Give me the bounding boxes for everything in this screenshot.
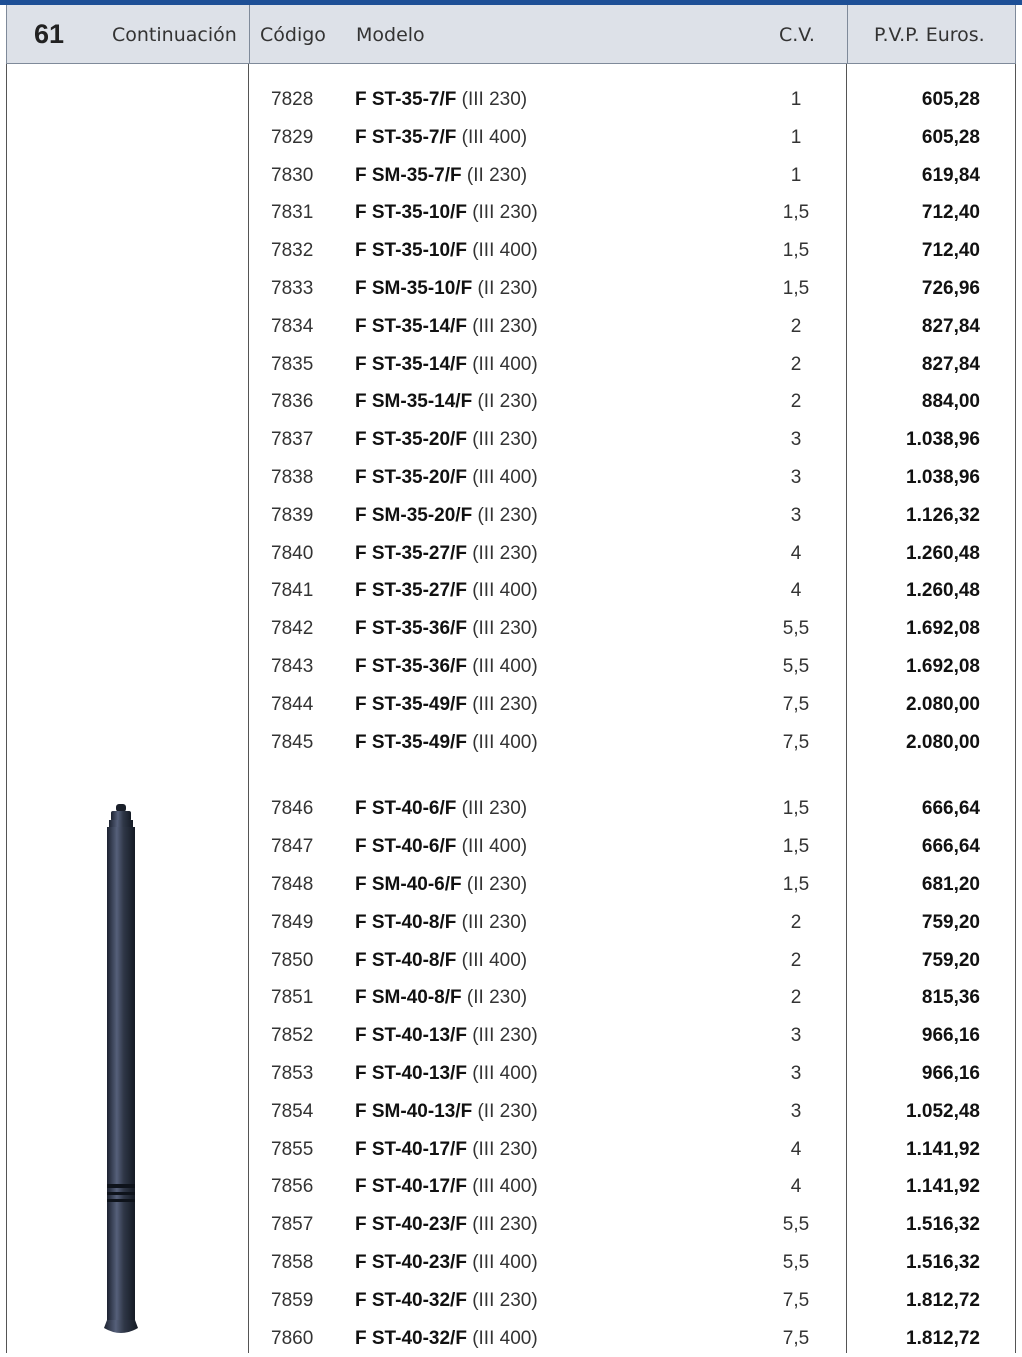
model-name: F ST-40-13/F [355,1025,467,1046]
header-divider [847,5,848,64]
price-cell: 1.038,96 [906,459,980,497]
cv-cell: 3 [760,421,832,459]
model-cell [355,308,538,346]
model-spec: (II 230) [462,987,527,1008]
table-row [0,572,1022,610]
model-name: F SM-35-14/F [355,391,472,412]
table-row [0,81,1022,119]
code-cell: 7852 [271,1017,313,1055]
table-row [0,610,1022,648]
price-cell: 1.126,32 [906,497,980,535]
cv-cell: 3 [760,459,832,497]
cv-cell: 1,5 [760,790,832,828]
model-cell [355,535,538,573]
model-name: F ST-35-14/F [355,316,467,337]
model-name: F ST-35-20/F [355,429,467,450]
price-cell: 1.260,48 [906,535,980,573]
cv-cell: 2 [760,979,832,1017]
code-cell: 7857 [271,1206,313,1244]
cv-cell: 1,5 [760,194,832,232]
model-name: F ST-35-36/F [355,656,467,677]
price-table [0,81,1022,1357]
model-name: F ST-40-17/F [355,1139,467,1160]
code-cell: 7849 [271,904,313,942]
cv-cell: 7,5 [760,686,832,724]
table-row [0,1244,1022,1282]
table-row [0,979,1022,1017]
price-cell: 1.516,32 [906,1244,980,1282]
code-cell: 7828 [271,81,313,119]
table-row [0,497,1022,535]
model-cell [355,724,538,762]
cv-cell: 2 [760,942,832,980]
model-spec: (II 230) [462,165,527,186]
code-cell: 7853 [271,1055,313,1093]
group-spacer [0,761,1022,790]
cv-cell: 4 [760,1131,832,1169]
column-header-model: Modelo [356,5,425,64]
model-spec: (II 230) [472,391,537,412]
cv-cell: 3 [760,1055,832,1093]
cv-cell: 1,5 [760,232,832,270]
product-group-40 [0,790,1022,1357]
code-cell: 7838 [271,459,313,497]
price-cell: 1.692,08 [906,648,980,686]
model-name: F ST-35-14/F [355,354,467,375]
price-cell: 1.052,48 [906,1093,980,1131]
model-cell [355,1282,538,1320]
price-cell: 2.080,00 [906,724,980,762]
table-row [0,421,1022,459]
table-row [0,1055,1022,1093]
price-cell: 1.038,96 [906,421,980,459]
price-cell: 712,40 [922,194,980,232]
code-cell: 7846 [271,790,313,828]
model-cell [355,1320,538,1357]
model-name: F SM-35-7/F [355,165,462,186]
code-cell: 7829 [271,119,313,157]
table-row [0,119,1022,157]
model-spec: (III 230) [467,202,538,223]
price-cell: 1.516,32 [906,1206,980,1244]
cv-cell: 4 [760,572,832,610]
table-row [0,232,1022,270]
cv-cell: 1,5 [760,828,832,866]
code-cell: 7851 [271,979,313,1017]
code-cell: 7831 [271,194,313,232]
price-cell: 666,64 [922,828,980,866]
cv-cell: 1 [760,157,832,195]
cv-cell: 1,5 [760,270,832,308]
table-row [0,942,1022,980]
model-spec: (III 230) [456,89,527,110]
column-header-price: P.V.P. Euros. [874,5,985,64]
model-cell [355,421,538,459]
model-spec: (III 230) [467,618,538,639]
model-spec: (III 400) [467,240,538,261]
table-row [0,648,1022,686]
code-cell: 7854 [271,1093,313,1131]
price-cell: 1.260,48 [906,572,980,610]
code-cell: 7832 [271,232,313,270]
price-cell: 1.141,92 [906,1131,980,1169]
price-cell: 759,20 [922,942,980,980]
price-cell: 1.812,72 [906,1282,980,1320]
table-header [6,5,1016,64]
model-name: F ST-40-23/F [355,1252,467,1273]
column-header-cv: C.V. [779,5,815,64]
code-cell: 7845 [271,724,313,762]
model-cell [355,828,527,866]
model-spec: (III 400) [467,354,538,375]
model-spec: (III 400) [467,1328,538,1349]
model-cell [355,610,538,648]
cv-cell: 7,5 [760,1282,832,1320]
cv-cell: 3 [760,1093,832,1131]
model-cell [355,346,538,384]
code-cell: 7856 [271,1168,313,1206]
price-cell: 966,16 [922,1017,980,1055]
table-row [0,1168,1022,1206]
cv-cell: 5,5 [760,610,832,648]
model-spec: (III 400) [467,656,538,677]
model-name: F ST-40-17/F [355,1176,467,1197]
model-cell [355,979,527,1017]
price-cell: 1.812,72 [906,1320,980,1357]
model-cell [355,119,527,157]
model-name: F ST-40-23/F [355,1214,467,1235]
table-row [0,724,1022,762]
model-name: F ST-40-32/F [355,1290,467,1311]
cv-cell: 1,5 [760,866,832,904]
model-cell [355,1206,538,1244]
code-cell: 7830 [271,157,313,195]
price-cell: 666,64 [922,790,980,828]
model-cell [355,866,527,904]
table-row [0,535,1022,573]
cv-cell: 4 [760,1168,832,1206]
model-name: F ST-35-10/F [355,202,467,223]
model-name: F ST-40-6/F [355,836,456,857]
cv-cell: 3 [760,497,832,535]
cv-cell: 3 [760,1017,832,1055]
code-cell: 7860 [271,1320,313,1357]
cv-cell: 5,5 [760,1244,832,1282]
table-row [0,1093,1022,1131]
model-spec: (III 230) [467,1290,538,1311]
table-row [0,904,1022,942]
code-cell: 7847 [271,828,313,866]
code-cell: 7859 [271,1282,313,1320]
price-cell: 1.692,08 [906,610,980,648]
table-row [0,194,1022,232]
model-cell [355,232,538,270]
cv-cell: 5,5 [760,1206,832,1244]
model-spec: (III 230) [456,798,527,819]
code-cell: 7855 [271,1131,313,1169]
model-cell [355,459,538,497]
model-spec: (III 230) [456,912,527,933]
code-cell: 7839 [271,497,313,535]
price-cell: 712,40 [922,232,980,270]
model-cell [355,1131,538,1169]
code-cell: 7842 [271,610,313,648]
model-spec: (III 400) [456,836,527,857]
cv-cell: 7,5 [760,724,832,762]
model-name: F ST-40-6/F [355,798,456,819]
model-name: F ST-35-36/F [355,618,467,639]
price-cell: 759,20 [922,904,980,942]
table-row [0,828,1022,866]
model-cell [355,1017,538,1055]
model-spec: (III 230) [467,429,538,450]
price-cell: 605,28 [922,119,980,157]
model-cell [355,81,527,119]
table-row [0,1282,1022,1320]
model-name: F ST-35-20/F [355,467,467,488]
cv-cell: 2 [760,346,832,384]
model-spec: (III 230) [467,1214,538,1235]
model-cell [355,270,538,308]
cv-cell: 2 [760,904,832,942]
cv-cell: 2 [760,308,832,346]
table-row [0,308,1022,346]
table-row [0,790,1022,828]
model-cell [355,686,538,724]
cv-cell: 4 [760,535,832,573]
product-group-35 [0,81,1022,761]
price-cell: 884,00 [922,383,980,421]
table-row [0,383,1022,421]
model-cell [355,790,527,828]
continuation-label: Continuación [112,5,237,64]
model-spec: (III 400) [467,1176,538,1197]
table-row [0,459,1022,497]
price-cell: 681,20 [922,866,980,904]
cv-cell: 2 [760,383,832,421]
price-cell: 827,84 [922,308,980,346]
code-cell: 7843 [271,648,313,686]
model-spec: (III 400) [467,580,538,601]
page-number: 61 [34,5,64,64]
model-name: F ST-40-32/F [355,1328,467,1349]
model-spec: (III 400) [456,950,527,971]
model-name: F SM-35-10/F [355,278,472,299]
model-cell [355,383,538,421]
price-cell: 2.080,00 [906,686,980,724]
table-row [0,1206,1022,1244]
code-cell: 7848 [271,866,313,904]
column-header-code: Código [260,5,326,64]
cv-cell: 7,5 [760,1320,832,1357]
model-name: F ST-35-7/F [355,89,456,110]
model-spec: (III 230) [467,694,538,715]
model-cell [355,1244,538,1282]
model-name: F SM-40-6/F [355,874,462,895]
cv-cell: 5,5 [760,648,832,686]
code-cell: 7841 [271,572,313,610]
model-cell [355,1168,538,1206]
table-row [0,157,1022,195]
model-cell [355,648,538,686]
model-cell [355,157,527,195]
model-spec: (III 230) [467,1025,538,1046]
price-cell: 827,84 [922,346,980,384]
model-spec: (III 400) [467,732,538,753]
model-spec: (III 230) [467,1139,538,1160]
code-cell: 7836 [271,383,313,421]
header-divider [249,5,250,64]
price-cell: 605,28 [922,81,980,119]
model-name: F ST-40-8/F [355,950,456,971]
model-name: F ST-35-49/F [355,732,467,753]
price-cell: 619,84 [922,157,980,195]
model-spec: (III 400) [467,1063,538,1084]
model-name: F ST-35-27/F [355,580,467,601]
table-row [0,686,1022,724]
model-spec: (II 230) [472,278,537,299]
model-spec: (III 400) [456,127,527,148]
price-cell: 815,36 [922,979,980,1017]
model-spec: (II 230) [472,1101,537,1122]
code-cell: 7858 [271,1244,313,1282]
code-cell: 7844 [271,686,313,724]
model-spec: (II 230) [472,505,537,526]
table-row [0,1017,1022,1055]
model-spec: (III 230) [467,543,538,564]
model-spec: (II 230) [462,874,527,895]
model-cell [355,942,527,980]
model-name: F ST-40-8/F [355,912,456,933]
cv-cell: 1 [760,81,832,119]
model-spec: (III 230) [467,316,538,337]
model-cell [355,194,538,232]
model-name: F SM-35-20/F [355,505,472,526]
code-cell: 7837 [271,421,313,459]
table-row [0,1320,1022,1357]
model-name: F ST-35-7/F [355,127,456,148]
code-cell: 7850 [271,942,313,980]
price-cell: 1.141,92 [906,1168,980,1206]
price-cell: 726,96 [922,270,980,308]
model-name: F ST-35-10/F [355,240,467,261]
model-name: F ST-40-13/F [355,1063,467,1084]
cv-cell: 1 [760,119,832,157]
code-cell: 7834 [271,308,313,346]
table-row [0,270,1022,308]
table-row [0,1131,1022,1169]
model-cell [355,497,538,535]
model-cell [355,1093,538,1131]
code-cell: 7833 [271,270,313,308]
table-row [0,866,1022,904]
model-name: F SM-40-8/F [355,987,462,1008]
price-cell: 966,16 [922,1055,980,1093]
code-cell: 7835 [271,346,313,384]
code-cell: 7840 [271,535,313,573]
table-row [0,346,1022,384]
model-spec: (III 400) [467,1252,538,1273]
model-cell [355,572,538,610]
model-cell [355,1055,538,1093]
model-cell [355,904,527,942]
model-name: F ST-35-27/F [355,543,467,564]
model-name: F SM-40-13/F [355,1101,472,1122]
model-spec: (III 400) [467,467,538,488]
model-name: F ST-35-49/F [355,694,467,715]
